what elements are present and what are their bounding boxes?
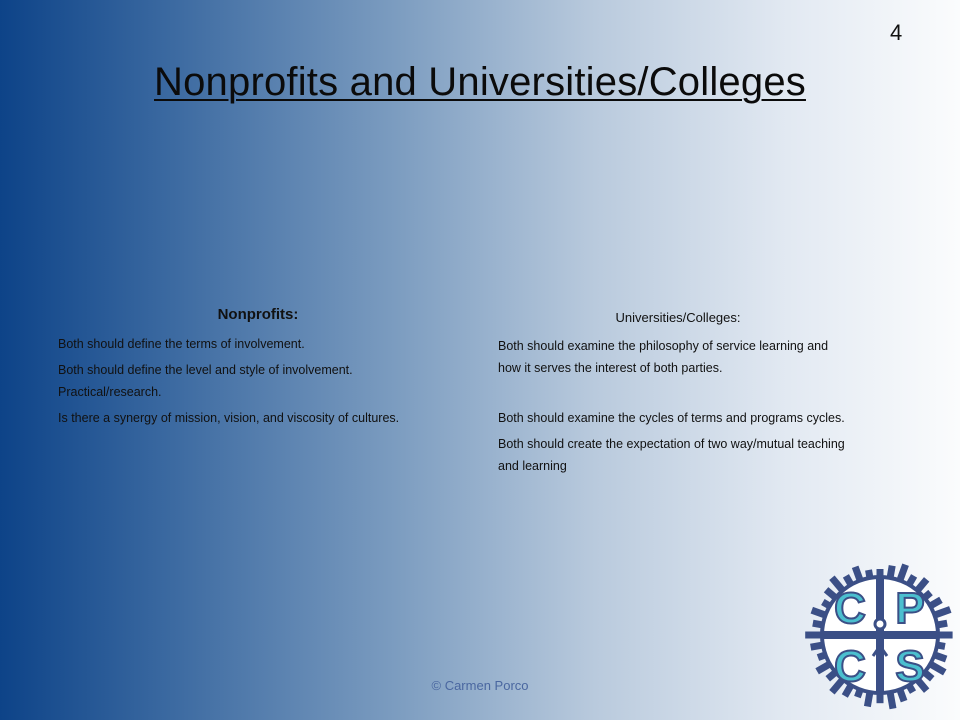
- logo-letter: C: [834, 584, 866, 633]
- copyright-footer: © Carmen Porco: [431, 678, 529, 693]
- logo-letter: P: [895, 584, 925, 633]
- logo-letter: C: [834, 642, 866, 691]
- universities-item: Both should examine the philosophy of service learning and: [498, 339, 829, 353]
- nonprofits-column: [58, 306, 468, 433]
- logo-letter: S: [895, 642, 925, 691]
- slide-title: Nonprofits and Universities/Colleges: [154, 60, 806, 104]
- cpcs-logo: [800, 550, 960, 720]
- universities-item: and learning: [498, 459, 567, 473]
- nonprofits-item: Both should define the level and style of involvement.: [58, 363, 353, 377]
- nonprofits-item: Is there a synergy of mission, vision, and viscosity of cultures.: [58, 411, 400, 425]
- nonprofits-heading: Nonprofits:: [217, 306, 299, 323]
- nonprofits-item: Practical/research.: [58, 385, 162, 399]
- universities-heading: Universities/Colleges:: [615, 310, 741, 325]
- universities-item: Both should examine the cycles of terms and programs cycles.: [498, 411, 845, 425]
- nonprofits-item: Both should define the terms of involvement.: [58, 337, 305, 351]
- universities-column: [498, 306, 918, 481]
- universities-item: Both should create the expectation of two way/mutual teaching: [498, 437, 845, 451]
- universities-item: how it serves the interest of both parties.: [498, 361, 723, 375]
- slide-number: 4: [890, 20, 903, 45]
